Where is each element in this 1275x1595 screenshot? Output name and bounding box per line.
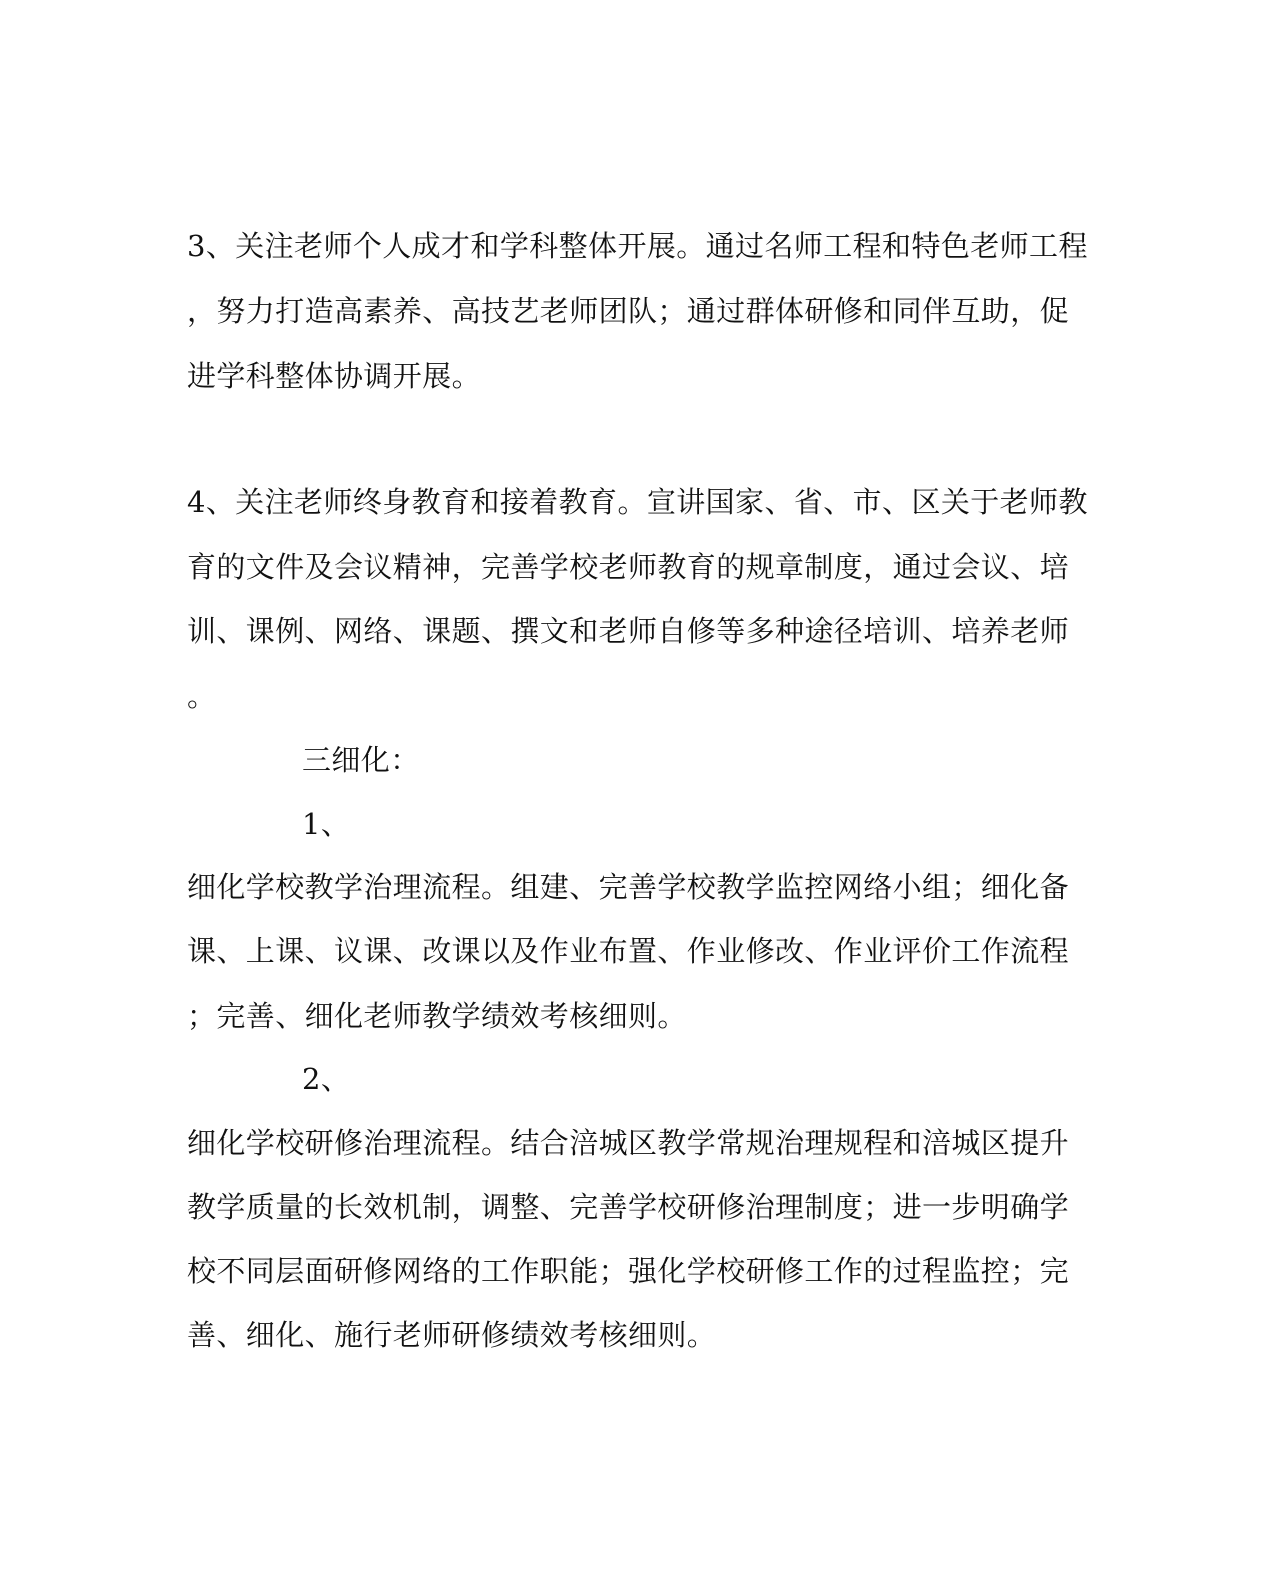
item-1-line-3: ；完善、细化老师教学绩效考核细则。	[187, 999, 687, 1033]
section-heading: 三细化：	[302, 743, 420, 777]
item-2-number: 2、	[302, 1062, 351, 1096]
item-1-line-1: 细化学校教学治理流程。组建、完善学校教学监控网络小组；细化备	[187, 870, 1070, 904]
paragraph-3-line-3: 进学科整体协调开展。	[187, 359, 482, 393]
paragraph-3-line-2: ，努力打造高素养、高技艺老师团队；通过群体研修和同伴互助，促	[187, 294, 1070, 328]
item-1-line-2: 课、上课、议课、改课以及作业布置、作业修改、作业评价工作流程	[187, 934, 1070, 968]
item-2-line-1: 细化学校研修治理流程。结合涪城区教学常规治理规程和涪城区提升	[187, 1126, 1070, 1160]
paragraph-3-line-1: 3、关注老师个人成才和学科整体开展。通过名师工程和特色老师工程	[187, 229, 1088, 263]
paragraph-4-line-3: 训、课例、网络、课题、撰文和老师自修等多种途径培训、培养老师	[187, 614, 1070, 648]
paragraph-4-line-4: 。	[187, 679, 217, 713]
item-2-line-4: 善、细化、施行老师研修绩效考核细则。	[187, 1318, 717, 1352]
item-2-line-2: 教学质量的长效机制，调整、完善学校研修治理制度；进一步明确学	[187, 1190, 1070, 1224]
paragraph-4-line-2: 育的文件及会议精神，完善学校老师教育的规章制度，通过会议、培	[187, 550, 1070, 584]
item-2-line-3: 校不同层面研修网络的工作职能；强化学校研修工作的过程监控；完	[187, 1254, 1070, 1288]
paragraph-4-line-1: 4、关注老师终身教育和接着教育。宣讲国家、省、市、区关于老师教	[187, 485, 1088, 519]
item-1-number: 1、	[302, 807, 351, 841]
